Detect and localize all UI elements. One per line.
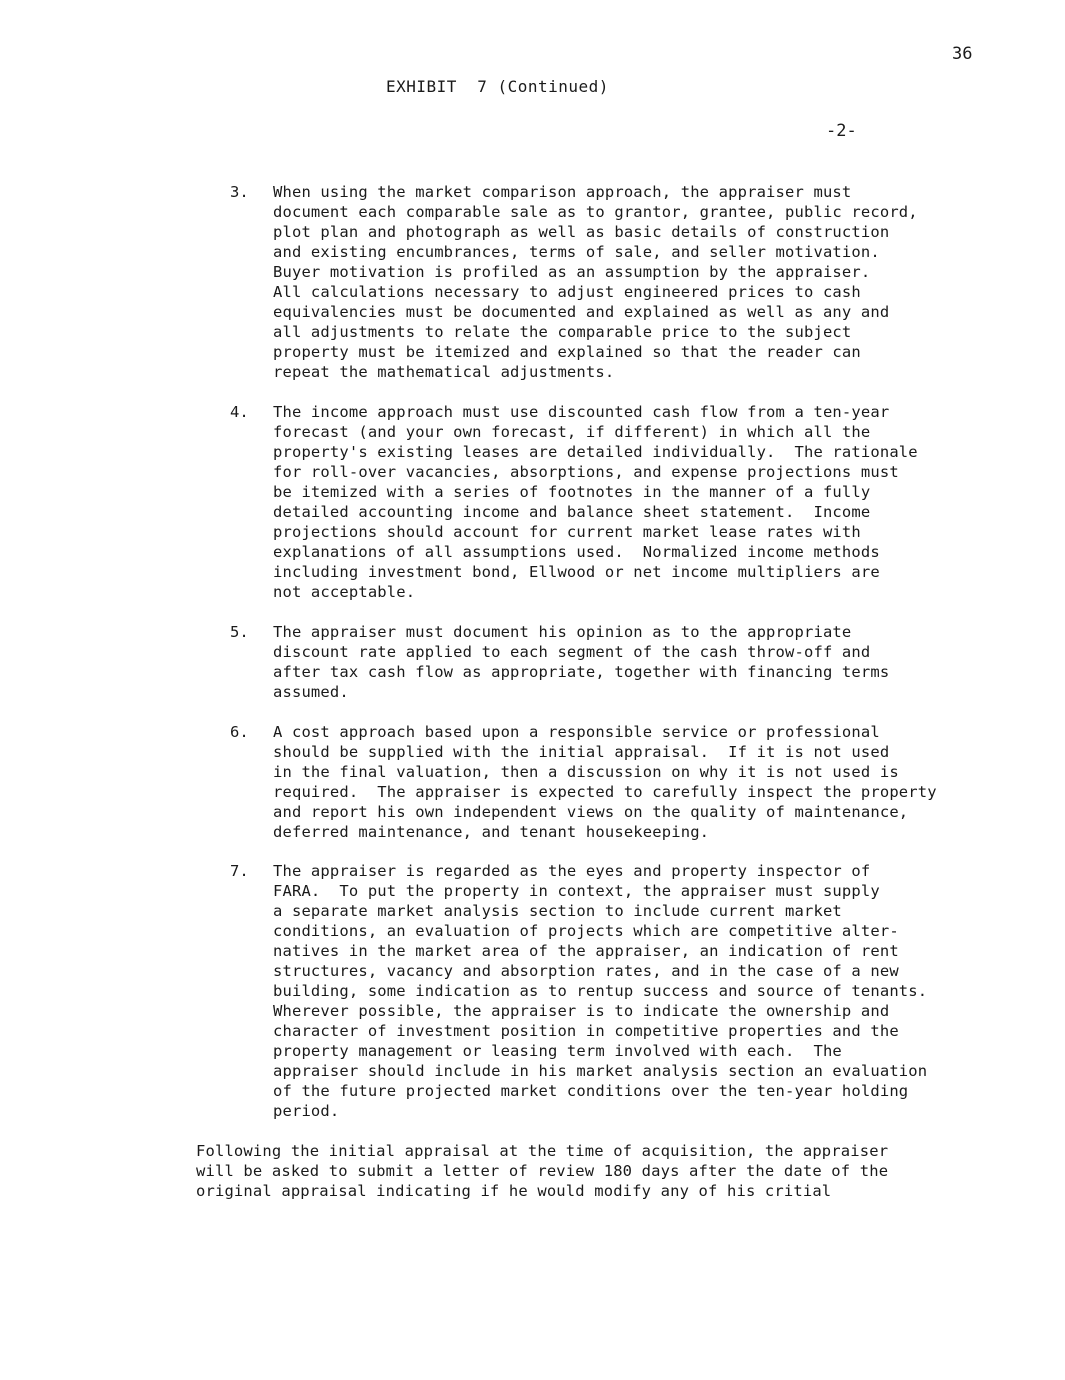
text-line: All calculations necessary to adjust engineered prices to cash: [273, 283, 861, 301]
text-line: natives in the market area of the appraiser, an indication of rent: [273, 942, 899, 960]
text-line: When using the market comparison approach, the appraiser must: [273, 183, 852, 201]
text-line: required. The appraiser is expected to carefully inspect the property: [273, 783, 937, 801]
item-text: [273, 861, 927, 1121]
item-number: 7.: [230, 862, 249, 880]
text-line: and report his own independent views on the quality of maintenance,: [273, 803, 909, 821]
item-text: [273, 402, 918, 602]
text-line: after tax cash flow as appropriate, together with financing terms: [273, 663, 890, 681]
text-line: assumed.: [273, 683, 349, 701]
text-line: and existing encumbrances, terms of sale, and seller motivation.: [273, 243, 880, 261]
item-number: 4.: [230, 403, 249, 421]
text-line: conditions, an evaluation of projects which are competitive alter-: [273, 922, 899, 940]
text-line: A cost approach based upon a responsible service or professional: [273, 723, 880, 741]
item-number: 5.: [230, 623, 249, 641]
text-line: Following the initial appraisal at the time of acquisition, the appraiser: [196, 1142, 889, 1160]
text-line: repeat the mathematical adjustments.: [273, 363, 615, 381]
text-line: Wherever possible, the appraiser is to indicate the ownership and: [273, 1002, 890, 1020]
text-line: projections should account for current market lease rates with: [273, 523, 861, 541]
text-line: The income approach must use discounted cash flow from a ten-year: [273, 403, 890, 421]
text-line: in the final valuation, then a discussion on why it is not used is: [273, 763, 899, 781]
text-line: deferred maintenance, and tenant housekeeping.: [273, 823, 710, 841]
text-line: building, some indication as to rentup success and source of tenants.: [273, 982, 928, 1000]
exhibit-title: EXHIBIT 7 (Continued): [386, 77, 609, 96]
text-line: of the future projected market conditions over the ten-year holding: [273, 1082, 909, 1100]
text-line: property must be itemized and explained so that the reader can: [273, 343, 861, 361]
item-number: 6.: [230, 723, 249, 741]
text-line: discount rate applied to each segment of the cash throw-off and: [273, 643, 871, 661]
text-line: explanations of all assumptions used. Normalized income methods: [273, 543, 880, 561]
text-line: property management or leasing term involved with each. The: [273, 1042, 842, 1060]
item-number: 3.: [230, 183, 249, 201]
closing-paragraph: [196, 1141, 888, 1201]
text-line: plot plan and photograph as well as basic details of construction: [273, 223, 890, 241]
text-line: The appraiser is regarded as the eyes and property inspector of: [273, 862, 871, 880]
text-line: Buyer motivation is profiled as an assumption by the appraiser.: [273, 263, 871, 281]
text-line: The appraiser must document his opinion as to the appropriate: [273, 623, 852, 641]
text-line: including investment bond, Ellwood or net income multipliers are: [273, 563, 880, 581]
item-text: [273, 182, 918, 382]
text-line: FARA. To put the property in context, the appraiser must supply: [273, 882, 880, 900]
item-text: [273, 722, 937, 842]
text-line: document each comparable sale as to grantor, grantee, public record,: [273, 203, 918, 221]
text-line: detailed accounting income and balance sheet statement. Income: [273, 503, 871, 521]
text-line: all adjustments to relate the comparable price to the subject: [273, 323, 852, 341]
text-line: forecast (and your own forecast, if different) in which all the: [273, 423, 871, 441]
text-line: property's existing leases are detailed individually. The rationale: [273, 443, 918, 461]
text-line: period.: [273, 1102, 340, 1120]
text-line: structures, vacancy and absorption rates, and in the case of a new: [273, 962, 899, 980]
text-line: will be asked to submit a letter of review 180 days after the date of the: [196, 1162, 889, 1180]
sub-page-number: -2-: [826, 121, 857, 141]
text-line: character of investment position in competitive properties and the: [273, 1022, 899, 1040]
text-line: a separate market analysis section to include current market: [273, 902, 842, 920]
text-line: appraiser should include in his market analysis section an evaluation: [273, 1062, 928, 1080]
text-line: equivalencies must be documented and explained as well as any and: [273, 303, 890, 321]
text-line: not acceptable.: [273, 583, 416, 601]
text-line: should be supplied with the initial appraisal. If it is not used: [273, 743, 890, 761]
text-line: original appraisal indicating if he would modify any of his critial: [196, 1182, 832, 1200]
text-line: for roll-over vacancies, absorptions, and expense projections must: [273, 463, 899, 481]
item-text: [273, 622, 889, 702]
page-number: 36: [952, 44, 973, 64]
text-line: be itemized with a series of footnotes in the manner of a fully: [273, 483, 871, 501]
